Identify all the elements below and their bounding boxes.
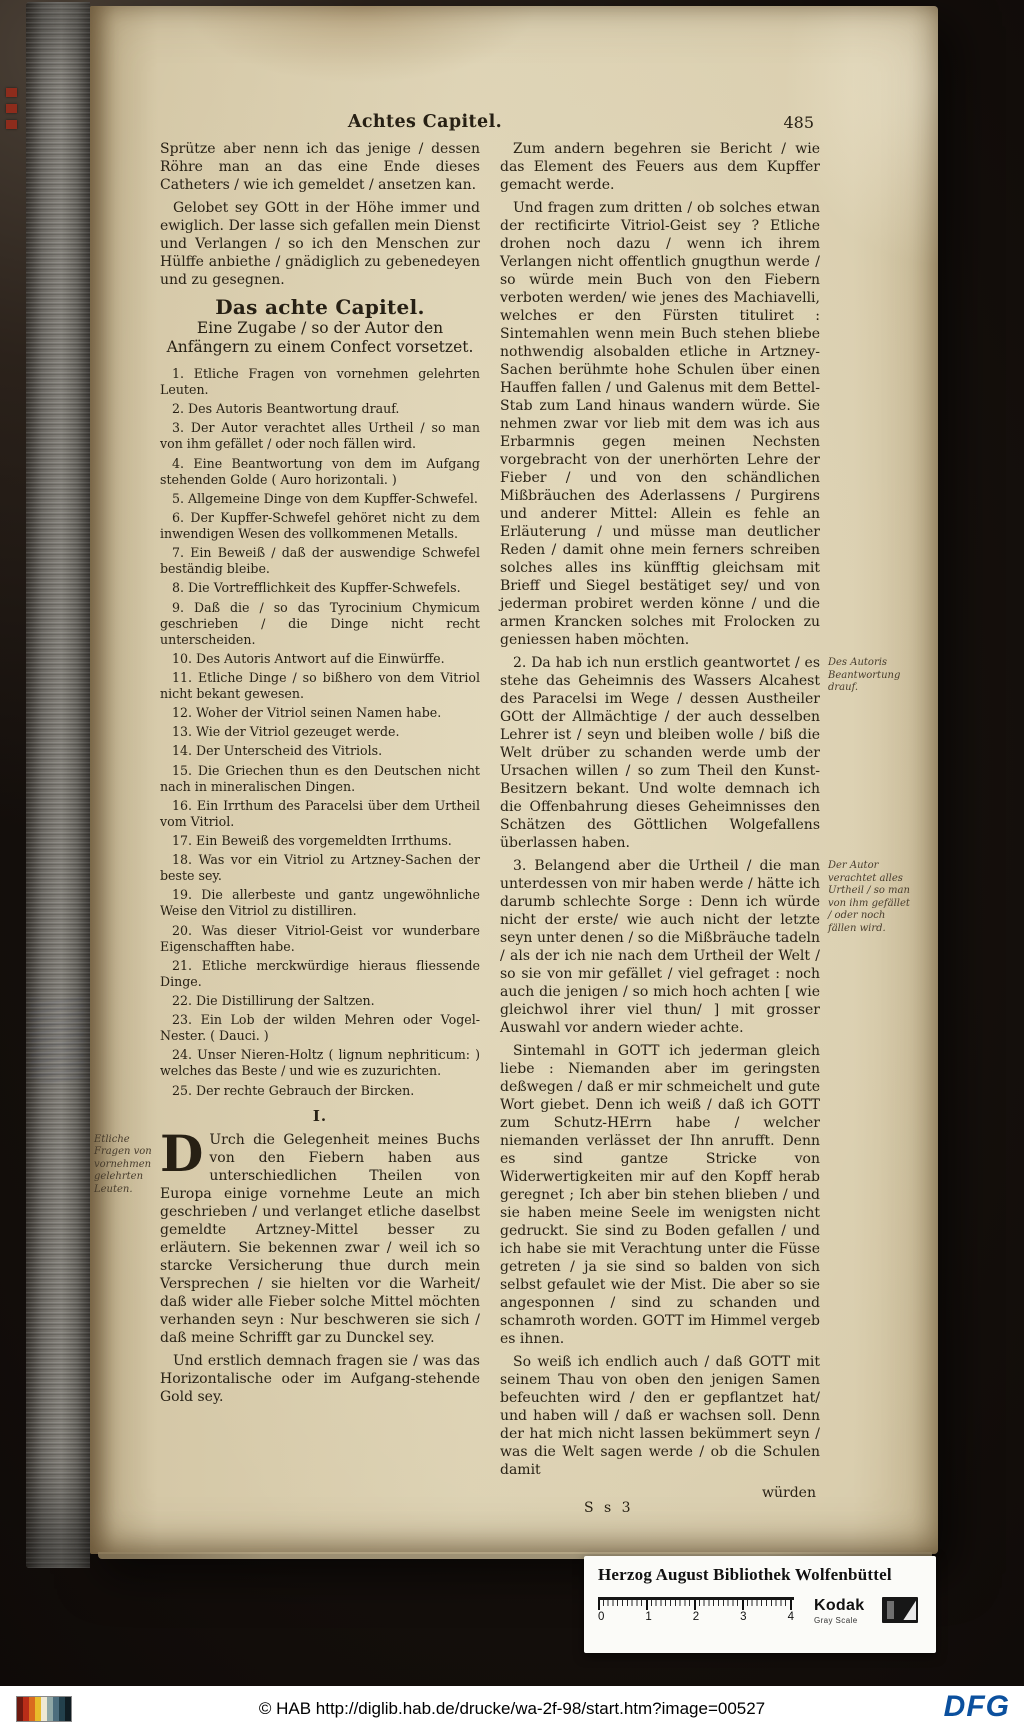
red-mark-icon (6, 88, 17, 97)
paragraph: Zum andern begehren sie Bericht / wie das Element des Feuers aus dem Kupffer gemacht werde. (500, 141, 820, 193)
contents-item: 13. Wie der Vitriol gezeuget werde. (172, 724, 400, 740)
contents-item: 6. Der Kupffer-Schwefel gehöret nicht zu dem inwendigen Wesen des vollkommenen Metalls. (160, 509, 480, 541)
text-columns (94, 140, 910, 1522)
red-mark-icon (6, 104, 17, 113)
section-number: I. (312, 1106, 328, 1125)
contents-item: 12. Woher der Vitriol seinen Namen habe. (172, 705, 442, 721)
contents-item: 19. Die allerbeste und gantz ungewöhnliche Weise den Vitriol zu distilliren. (160, 887, 480, 919)
contents-item: 1. Etliche Fragen von vornehmen gelehrten Leuten. (160, 366, 480, 397)
contents-item: 2. Des Autoris Beantwortung drauf. (172, 401, 400, 417)
cm-ruler (598, 1597, 794, 1623)
left-column (94, 140, 480, 1522)
kodak-subtitle: Gray Scale (814, 1616, 858, 1625)
contents-item: 23. Ein Lob der wilden Mehren oder Vogel-Nester. ( Dauci. ) (160, 1012, 480, 1044)
calibration-card (584, 1556, 936, 1653)
kodak-label (814, 1597, 864, 1625)
contents-item: 7. Ein Beweiß / daß der auswendige Schwefel beständig bleibe. (160, 545, 480, 577)
running-head (160, 112, 820, 134)
ruler-ticks (598, 1600, 794, 1610)
library-name: Herzog August Bibliothek Wolfenbüttel (598, 1565, 892, 1584)
opening-paragraph (160, 1123, 480, 1347)
contents-item: 9. Daß die / so das Tyrocinium Chymicum geschrieben / die Dinge nicht recht unterscheiden. (160, 599, 480, 647)
gray-scale-patch-icon (882, 1597, 918, 1623)
kodak-brand: Kodak (814, 1597, 865, 1614)
contents-item: 24. Unser Nieren-Holtz ( lignum nephriticum: ) welches das Beste / und wie es zuzurichten. (160, 1047, 480, 1079)
contents-item: 17. Ein Beweiß des vorgemeldten Irrthums. (172, 833, 452, 848)
chapter-contents-list (160, 366, 480, 1099)
right-column (500, 140, 910, 1522)
book-page-edges (26, 2, 90, 1568)
contents-item: 5. Allgemeine Dinge von dem Kupffer-Schwefel. (172, 490, 478, 506)
running-head-title: Achtes Capitel. (347, 112, 503, 132)
paragraph-with-margin-note (94, 1123, 480, 1347)
paragraph: 2. Da hab ich nun erstlich geantwortet / es stehe das Geheimnis des Wassers Alcahest des Paracelsi im Wege / dessen Austheiler GOtt der Allmächtige / der auch desselben Lehrer ist / seyn und bleiben wolle / biß die Welt drüber zu schanden werde umb der Ursachen willen / so zum Theil den Kunst-Besitzern bekant. Und wolte demnach ich die Offenbahrung dieses Geheimnisses den Schätzen des Göttlichen Wolgefallens überlassen haben. (500, 655, 820, 851)
contents-item: 18. Was vor ein Vitriol zu Artzney-Sachen der beste sey. (160, 852, 480, 884)
paragraph: Sprütze aber nenn ich das jenige / dessen Röhre man an das eine Ende dieses Catheters / wie ich gemeldet / ansetzen kan. (160, 141, 480, 193)
paragraph-with-margin-note (500, 857, 910, 1037)
signature-row (500, 1484, 820, 1522)
paragraph: Und erstlich demnach fragen sie / was das Horizontalische oder im Aufgang-stehende Gold sey. (160, 1352, 480, 1405)
contents-item: 16. Ein Irrthum des Paracelsi über dem Urtheil vom Vitriol. (160, 797, 480, 829)
paragraph-with-margin-note (500, 654, 901, 852)
red-edge-marks-icon (6, 88, 17, 129)
contents-item: 8. Die Vortrefflichkeit des Kupffer-Schwefels. (172, 580, 461, 596)
chapter-subtitle: Eine Zugabe / so der Autor den Anfängern zu einem Confect vorsetzet. (166, 319, 474, 356)
dfg-logo: DFG (943, 1690, 1010, 1723)
paragraph-text: Urch die Gelegenheit meines Buchs von den Fiebern haben aus unterschiedlichen Theilen von Europa einige vornehme Leute an mich geschrieben / und verlanget etliche daselbst gemeldte Artzney-Mittel besser zu erläutern. Sie bekennen zwar / weil ich so starcke Versicherung thue durch mein Versprechen / sie hielten vor die Warheit/ daß wider alle Fieber solche Mittel möchten verhanden seyn : Nur beschweren sie sich / daß meine Schrifft gar zu Dunckel sey. (160, 1131, 480, 1346)
source-url: © HAB http://diglib.hab.de/drucke/wa-2f-98/start.htm?image=00527 (258, 1699, 766, 1718)
contents-item: 22. Die Distillirung der Saltzen. (172, 992, 375, 1008)
contents-item: 4. Eine Beantwortung von dem im Aufgang stehenden Golde ( Auro horizontali. ) (160, 455, 480, 487)
ruler-number: 2 (692, 1611, 700, 1623)
ruler-number: 1 (645, 1611, 652, 1623)
margin-note: Etliche Fragen von vornehmen gelehrten Leuten. (94, 1133, 152, 1195)
signature-mark: S s 3 (584, 1500, 634, 1516)
ruler-numbers (598, 1611, 794, 1623)
catchword: würden (762, 1485, 816, 1501)
ruler-number: 3 (740, 1611, 747, 1623)
contents-item: 25. Der rechte Gebrauch der Bircken. (172, 1082, 415, 1098)
margin-note: Des Autoris Beantwortung drauf. (828, 657, 901, 693)
paragraph: So weiß ich endlich auch / daß GOTT mit seinem Thau von oben den jenigen Samen befeuchten wird / den er gepflantzet hat/ und haben will / daß er wachsen soll. Denn der hat mich nicht lassen bekümmert seyn / was die Welt sagen werde / ob die Schulen damit (500, 1354, 820, 1478)
paragraph: 3. Belangend aber die Urtheil / die man unterdessen von mir haben werde / hätte ich darumb schlechte Sorge : Denn ich würde nicht der erste/ wie auch nicht der letzte seyn unter denen / so die Mißbräuche tadeln / als der ich nie nach dem Urtheil der Welt / so sie von mir gefället / viel gefraget : noch auch die jenigen / so mich hoch achten [ wie gleichwol ihrer viel thun/ ] mit grosser Auswahl vor andern wieder achte. (500, 858, 820, 1036)
red-mark-icon (6, 120, 17, 129)
calibration-row (598, 1597, 924, 1625)
color-calibration-strip-icon (16, 1696, 72, 1722)
page-number: 485 (783, 113, 814, 132)
drop-cap: D (160, 1123, 204, 1183)
ruler-number: 4 (787, 1611, 794, 1623)
contents-item: 15. Die Griechen thun es den Deutschen nicht nach in mineralischen Dingen. (160, 762, 480, 794)
margin-note: Der Autor verachtet alles Urtheil / so man von ihm gefället / oder noch fällen wird. (828, 860, 910, 934)
contents-item: 20. Was dieser Vitriol-Geist vor wunderbare Eigenschafften habe. (160, 922, 480, 954)
chapter-heading: Das achte Capitel. (215, 295, 425, 319)
fore-edge-handwriting (30, 998, 84, 1082)
paragraph: Sintemahl in GOTT ich jederman gleich liebe : Niemanden aber im geringsten deßwegen / daß er mir schmeichelt und gute Wort giebet. Denn ich weiß / daß ich GOTT zum Schutz-HErrn habe / welcher niemanden verlässet der Ihn anrufft. Denn es sind gantze Stricke von Widerwertigkeiten mir auf den Kopff herab geregnet ; Ich aber bin stehen blieben / und sie haben meine Seele im wenigsten nicht gedruckt. Sie sind zu Boden gefallen / und ich habe sie mit Verachtung unter die Füsse getreten / ja sie sind so balden von sich selbst gefaulet wie der Mist. Die aber so sie angesponnen / sind zu schanden und schamroth worden. GOTT im Himmel vergeb es ihnen. (500, 1043, 820, 1347)
contents-item: 3. Der Autor verachtet alles Urtheil / so man von ihm gefället / oder noch fällen wird. (160, 420, 480, 452)
ruler-number: 0 (598, 1611, 605, 1623)
contents-item: 10. Des Autoris Antwort auf die Einwürffe. (172, 650, 445, 666)
contents-item: 14. Der Unterscheid des Vitriols. (172, 743, 383, 759)
paragraph: Und fragen zum dritten / ob solches etwan der rectificirte Vitriol-Geist sey ? Etliche drohen noch dazu / wenn ich ihrem Verlangen nicht offentlich gnugthun werde / so würde mein Buch von den Fiebern verboten werden/ wie jenes des Machiavelli, welches er den Fürsten tituliret : Sintemahlen wenn mein Buch stehen bliebe nothwendig alsobalden etliche in Artzney-Sachen berühmte hohe Schulen über einen Hauffen fallen / und Galenus mit dem Bettel-Stab zum Land hinaus wandern würde. Sie nehmen zwar vor lieb mit dem was ich aus Erbarmnis gegen meinen Nechsten vorgebracht von der unerhörten Lehre der Fieber / und von den schändlichen Mißbräuchen des Aderlassens / Purgirens und anderer Mittel: Allein es fehle an Erläuterung / und müsse man deutlicher Reden / damit ohne mein ferners schreiben solches alles ins künfftig gleichsam mit Brieff und Siegel bestätiget sey/ und von jederman probiret werden könne / und die armen Krancken solches mit Frolocken zu geniessen haben möchten. (500, 200, 820, 648)
contents-item: 11. Etliche Dinge / so bißhero von dem Vitriol nicht bekant gewesen. (160, 669, 480, 701)
contents-item: 21. Etliche merckwürdige hieraus fliessende Dinge. (160, 957, 480, 989)
footer-bar (0, 1686, 1024, 1732)
paragraph: Gelobet sey GOtt in der Höhe immer und ewiglich. Der lasse sich gefallen mein Dienst und Verlangen / so ich den Menschen zur Hülffe anbiethe / gnädiglich zu gebenedeyen und zu gesegnen. (160, 200, 480, 288)
scanned-page (90, 6, 938, 1554)
